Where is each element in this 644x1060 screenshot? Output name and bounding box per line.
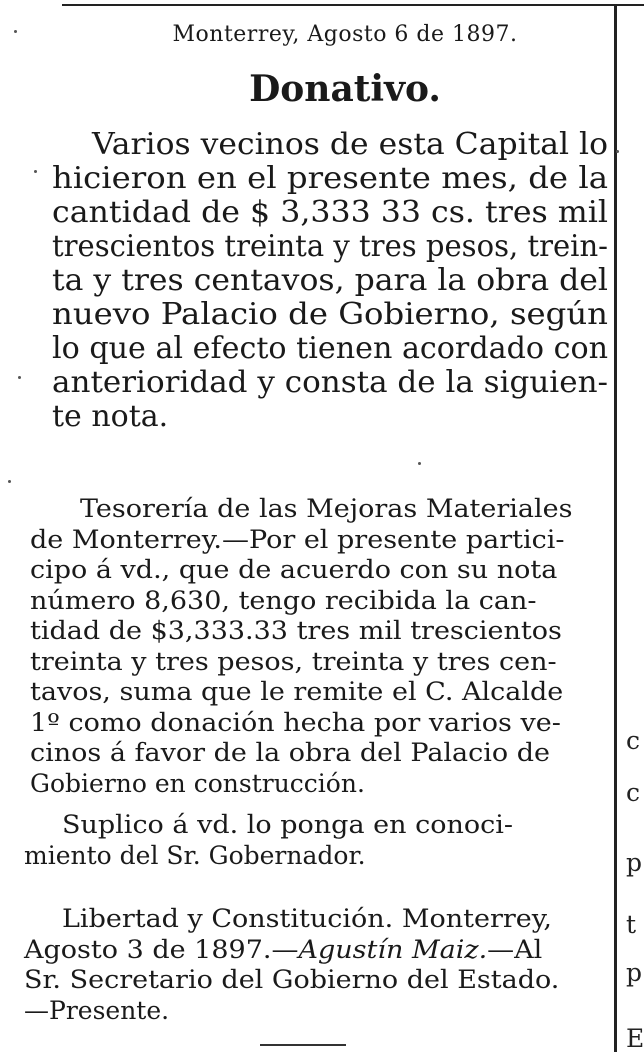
dateline: Monterrey, Agosto 6 de 1897. xyxy=(172,22,518,47)
text-line: Varios vecinos de esta Capital lo xyxy=(92,127,608,162)
text-line: ta y tres centavos, para la obra del xyxy=(52,263,609,298)
ink-speck xyxy=(18,376,21,379)
ink-speck xyxy=(34,170,37,173)
text-line: Tesorería de las Mejoras Materiales xyxy=(80,494,573,523)
ink-speck xyxy=(616,150,619,153)
paragraph-signature xyxy=(0,904,560,1026)
adjacent-column-fragment: t xyxy=(626,910,637,939)
text-line: Suplico á vd. lo ponga en conoci- xyxy=(62,810,514,839)
text-line: 1º como donación hecha por varios ve- xyxy=(30,707,561,737)
paragraph-intro xyxy=(0,128,626,434)
adjacent-column-fragment: p xyxy=(626,848,643,877)
adjacent-column-fragment: p xyxy=(626,958,643,987)
text-line: hicieron en el presente mes, de la xyxy=(52,161,609,196)
adjacent-column-fragment: c xyxy=(626,726,641,755)
text-line: lo que al efecto tienen acordado con xyxy=(52,331,608,366)
text-line: te nota. xyxy=(52,399,169,434)
text-line: —Presente. xyxy=(24,995,170,1025)
text-line: treinta y tres pesos, treinta y tres cen- xyxy=(30,646,557,676)
adjacent-column-fragment: c xyxy=(626,778,641,807)
text-line: Libertad y Constitución. Monterrey, xyxy=(62,904,552,933)
closing-rule xyxy=(260,1044,346,1046)
text-line: Agosto 3 de 1897.—Agustín Maiz.—Al xyxy=(24,934,543,964)
paragraph-treasury-letter xyxy=(0,494,573,799)
text-line: miento del Sr. Gobernador. xyxy=(24,840,366,870)
adjacent-column-fragment: E xyxy=(626,1024,644,1053)
text-line: trescientos treinta y tres pesos, trein- xyxy=(52,229,608,264)
top-rule xyxy=(62,4,644,6)
text-line: número 8,630, tengo recibida la can- xyxy=(30,585,537,615)
ink-speck xyxy=(14,30,17,33)
paragraph-request xyxy=(0,810,514,871)
text-line: Sr. Secretario del Gobierno del Estado. xyxy=(24,965,560,994)
text-line: nuevo Palacio de Gobierno, según xyxy=(52,297,608,332)
text-line: de Monterrey.—Por el presente partici- xyxy=(30,524,565,554)
text-line: anterioridad y consta de la siguien- xyxy=(52,365,608,400)
text-line: Gobierno en construcción. xyxy=(30,768,365,798)
text-line: tidad de $3,333.33 tres mil trescientos xyxy=(30,616,562,645)
text-line: cantidad de $ 3,333 33 cs. tres mil xyxy=(52,195,608,230)
text-line: tavos, suma que le remite el C. Alcalde xyxy=(30,677,564,706)
text-line: cinos á favor de la obra del Palacio de xyxy=(30,738,551,767)
text-line: cipo á vd., que de acuerdo con su nota xyxy=(30,555,558,584)
article-title: Donativo. xyxy=(249,68,441,110)
ink-speck xyxy=(418,462,421,465)
ink-speck xyxy=(8,480,11,483)
